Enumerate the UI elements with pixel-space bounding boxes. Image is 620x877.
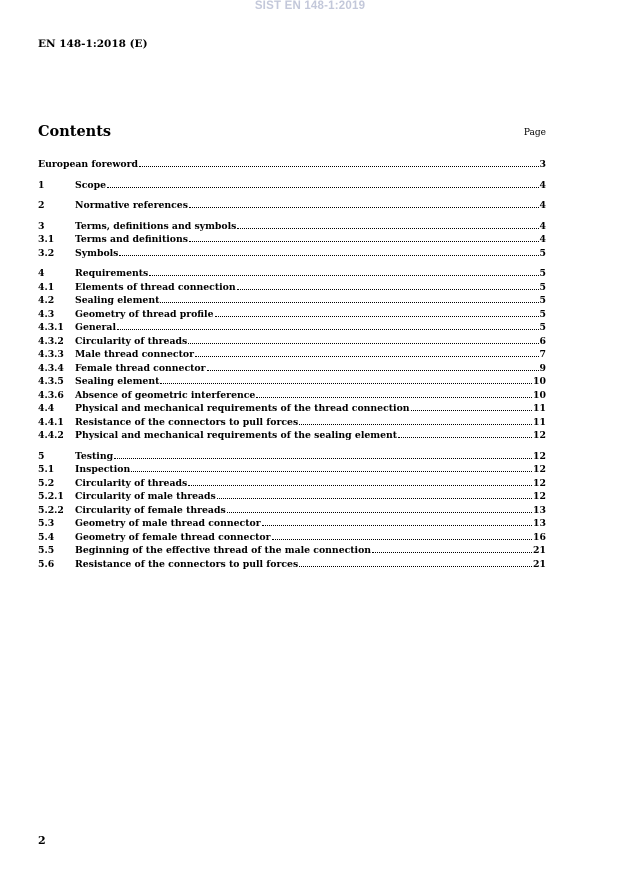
toc-entry-page: 16 — [533, 531, 546, 543]
toc-entry[interactable] — [38, 232, 546, 246]
toc-entry-page: 3 — [539, 159, 546, 170]
toc-entry[interactable] — [38, 334, 546, 348]
toc-entry-number: 3 — [38, 220, 45, 232]
toc-entry-title: Circularity of threads — [75, 335, 188, 347]
contents-title: Contents — [38, 123, 112, 140]
toc-entry-title: Geometry of male thread connector — [75, 518, 261, 529]
toc-entry-number: 4.3.3 — [38, 349, 64, 360]
toc-entry-title: Normative references — [75, 200, 188, 211]
dot-leader — [217, 489, 532, 499]
toc-entry-page: 5 — [539, 308, 546, 320]
toc-entry-page: 12 — [533, 430, 546, 441]
toc-entry-number: 5.2.1 — [38, 491, 64, 502]
toc-entry-number: 4.4.2 — [38, 430, 64, 441]
dot-leader — [256, 388, 532, 398]
toc-entry-page: 4 — [539, 200, 546, 211]
toc-entry-title: Resistance of the connectors to pull forces — [75, 416, 299, 428]
dot-leader — [189, 232, 539, 242]
dot-leader — [237, 219, 538, 229]
toc-entry-number: 5.2.2 — [38, 504, 64, 516]
toc-entry-page: 11 — [533, 403, 546, 414]
toc-entry-number: 3.2 — [38, 247, 55, 259]
toc-entry[interactable] — [38, 557, 546, 571]
dot-leader — [398, 428, 532, 438]
dot-leader — [372, 543, 532, 553]
toc-entry[interactable] — [38, 388, 546, 402]
toc-entry[interactable] — [38, 415, 546, 429]
toc-entry-title: Requirements — [75, 268, 149, 279]
toc-entry-page: 12 — [533, 450, 546, 462]
dot-leader — [117, 320, 539, 330]
toc-entry-number: 5.1 — [38, 464, 55, 475]
toc-entry-title: Beginning of the effective thread of the male connection — [75, 545, 372, 556]
dot-leader — [237, 280, 539, 290]
toc-entry[interactable] — [38, 401, 546, 415]
toc-entry-title: Physical and mechanical requirements of the sealing element — [75, 430, 398, 441]
toc-entry-title: Absence of geometric interference — [75, 389, 256, 401]
toc-entry-title: Geometry of thread profile — [75, 308, 214, 320]
dot-leader — [411, 401, 533, 411]
toc-entry-page: 12 — [533, 477, 546, 489]
toc-entry-number: 4.1 — [38, 281, 55, 293]
toc-entry-title: Symbols — [75, 247, 119, 259]
toc-entry[interactable] — [38, 530, 546, 544]
toc-entry-title: Resistance of the connectors to pull forces — [75, 558, 299, 570]
toc-entry-number: 5 — [38, 450, 45, 462]
page-number: 2 — [38, 834, 46, 847]
dot-leader — [262, 516, 532, 526]
toc-entry-title: Scope — [75, 179, 106, 191]
table-of-contents — [38, 157, 546, 570]
dot-leader — [188, 476, 532, 486]
toc-entry-page: 9 — [539, 362, 546, 374]
toc-entry-number: 3.1 — [38, 234, 55, 245]
toc-entry-title: European foreword — [38, 159, 138, 170]
toc-entry[interactable] — [38, 198, 546, 212]
dot-leader — [119, 246, 538, 256]
toc-entry-page: 5 — [539, 322, 546, 333]
toc-entry-number: 4.4 — [38, 403, 55, 414]
toc-entry-title: Circularity of female threads — [75, 504, 226, 516]
toc-entry-page: 11 — [533, 416, 546, 428]
toc-entry[interactable] — [38, 516, 546, 530]
toc-entry[interactable] — [38, 428, 546, 442]
toc-entry[interactable] — [38, 489, 546, 503]
toc-entry-page: 10 — [533, 389, 546, 401]
toc-entry-page: 21 — [533, 558, 546, 570]
toc-entry-page: 4 — [539, 220, 546, 232]
dot-leader — [215, 307, 539, 317]
toc-entry-title: Sealing element — [75, 295, 160, 306]
toc-entry-title: Terms and definitions — [75, 234, 188, 245]
toc-entry-title: General — [75, 322, 116, 333]
toc-entry[interactable] — [38, 476, 546, 490]
toc-entry-page: 10 — [533, 376, 546, 387]
toc-entry[interactable] — [38, 320, 546, 334]
toc-entry-page: 13 — [533, 518, 546, 529]
toc-entry-page: 13 — [533, 504, 546, 516]
toc-entry[interactable] — [38, 219, 546, 233]
toc-entry-number: 5.6 — [38, 558, 55, 570]
toc-entry-number: 5.4 — [38, 531, 55, 543]
toc-entry[interactable] — [38, 280, 546, 294]
toc-entry-page: 5 — [539, 268, 546, 279]
toc-entry-number: 4.3.5 — [38, 376, 64, 387]
toc-entry[interactable] — [38, 462, 546, 476]
toc-entry-number: 5.3 — [38, 518, 55, 529]
toc-entry-title: Physical and mechanical requirements of the thread connection — [75, 403, 410, 414]
toc-entry[interactable] — [38, 307, 546, 321]
toc-entry-number: 4.3 — [38, 308, 55, 320]
toc-entry[interactable] — [38, 449, 546, 463]
toc-entry-title: Inspection — [75, 464, 131, 475]
toc-entry[interactable] — [38, 347, 546, 361]
toc-entry-page: 5 — [539, 247, 546, 259]
toc-entry-number: 4.2 — [38, 295, 55, 306]
toc-entry[interactable] — [38, 293, 546, 307]
toc-entry[interactable] — [38, 543, 546, 557]
dot-leader — [195, 347, 539, 357]
toc-entry-page: 4 — [539, 179, 546, 191]
toc-entry-page: 7 — [539, 349, 546, 360]
page-column-label: Page — [523, 128, 546, 138]
toc-entry-title: Female thread connector — [75, 362, 206, 374]
toc-entry-title: Circularity of threads — [75, 477, 188, 489]
toc-entry-number: 2 — [38, 200, 45, 211]
toc-entry-page: 5 — [539, 281, 546, 293]
toc-entry-number: 4.3.2 — [38, 335, 64, 347]
dot-leader — [131, 462, 532, 472]
toc-entry-number: 4.3.4 — [38, 362, 64, 374]
toc-entry-page: 21 — [533, 545, 546, 556]
toc-entry-number: 5.5 — [38, 545, 55, 556]
toc-entry-number: 4.3.6 — [38, 389, 64, 401]
toc-entry-title: Male thread connector — [75, 349, 194, 360]
toc-entry[interactable] — [38, 178, 546, 192]
toc-entry[interactable] — [38, 374, 546, 388]
dot-leader — [299, 557, 532, 567]
dot-leader — [160, 374, 532, 384]
watermark: SIST EN 148-1:2019 — [254, 0, 366, 12]
dot-leader — [299, 415, 532, 425]
toc-entry-page: 6 — [539, 335, 546, 347]
dot-leader — [114, 449, 532, 459]
toc-entry-number: 5.2 — [38, 477, 55, 489]
toc-entry-number: 4.4.1 — [38, 416, 64, 428]
dot-leader — [189, 198, 539, 208]
toc-entry-page: 5 — [539, 295, 546, 306]
toc-entry[interactable] — [38, 246, 546, 260]
toc-entry-title: Geometry of female thread connector — [75, 531, 271, 543]
toc-entry-title: Testing — [75, 450, 114, 462]
dot-leader — [272, 530, 533, 540]
toc-entry-title: Terms, definitions and symbols — [75, 220, 237, 232]
toc-entry[interactable] — [38, 503, 546, 517]
toc-entry[interactable] — [38, 266, 546, 280]
dot-leader — [160, 293, 538, 303]
toc-entry[interactable] — [38, 361, 546, 375]
toc-entry-number: 1 — [38, 179, 45, 191]
toc-entry-page: 12 — [533, 491, 546, 502]
dot-leader — [207, 361, 539, 371]
toc-entry-number: 4.3.1 — [38, 322, 64, 333]
toc-entry-page: 12 — [533, 464, 546, 475]
dot-leader — [139, 157, 539, 167]
toc-entry-title: Elements of thread connection — [75, 281, 236, 293]
dot-leader — [188, 334, 538, 344]
dot-leader — [227, 503, 532, 513]
toc-entry-title: Circularity of male threads — [75, 491, 216, 502]
toc-entry[interactable] — [38, 157, 546, 171]
document-id: EN 148-1:2018 (E) — [38, 38, 148, 50]
toc-entry-page: 4 — [539, 234, 546, 245]
dot-leader — [107, 178, 539, 188]
toc-entry-title: Sealing element — [75, 376, 160, 387]
toc-entry-number: 4 — [38, 268, 45, 279]
dot-leader — [149, 266, 538, 276]
